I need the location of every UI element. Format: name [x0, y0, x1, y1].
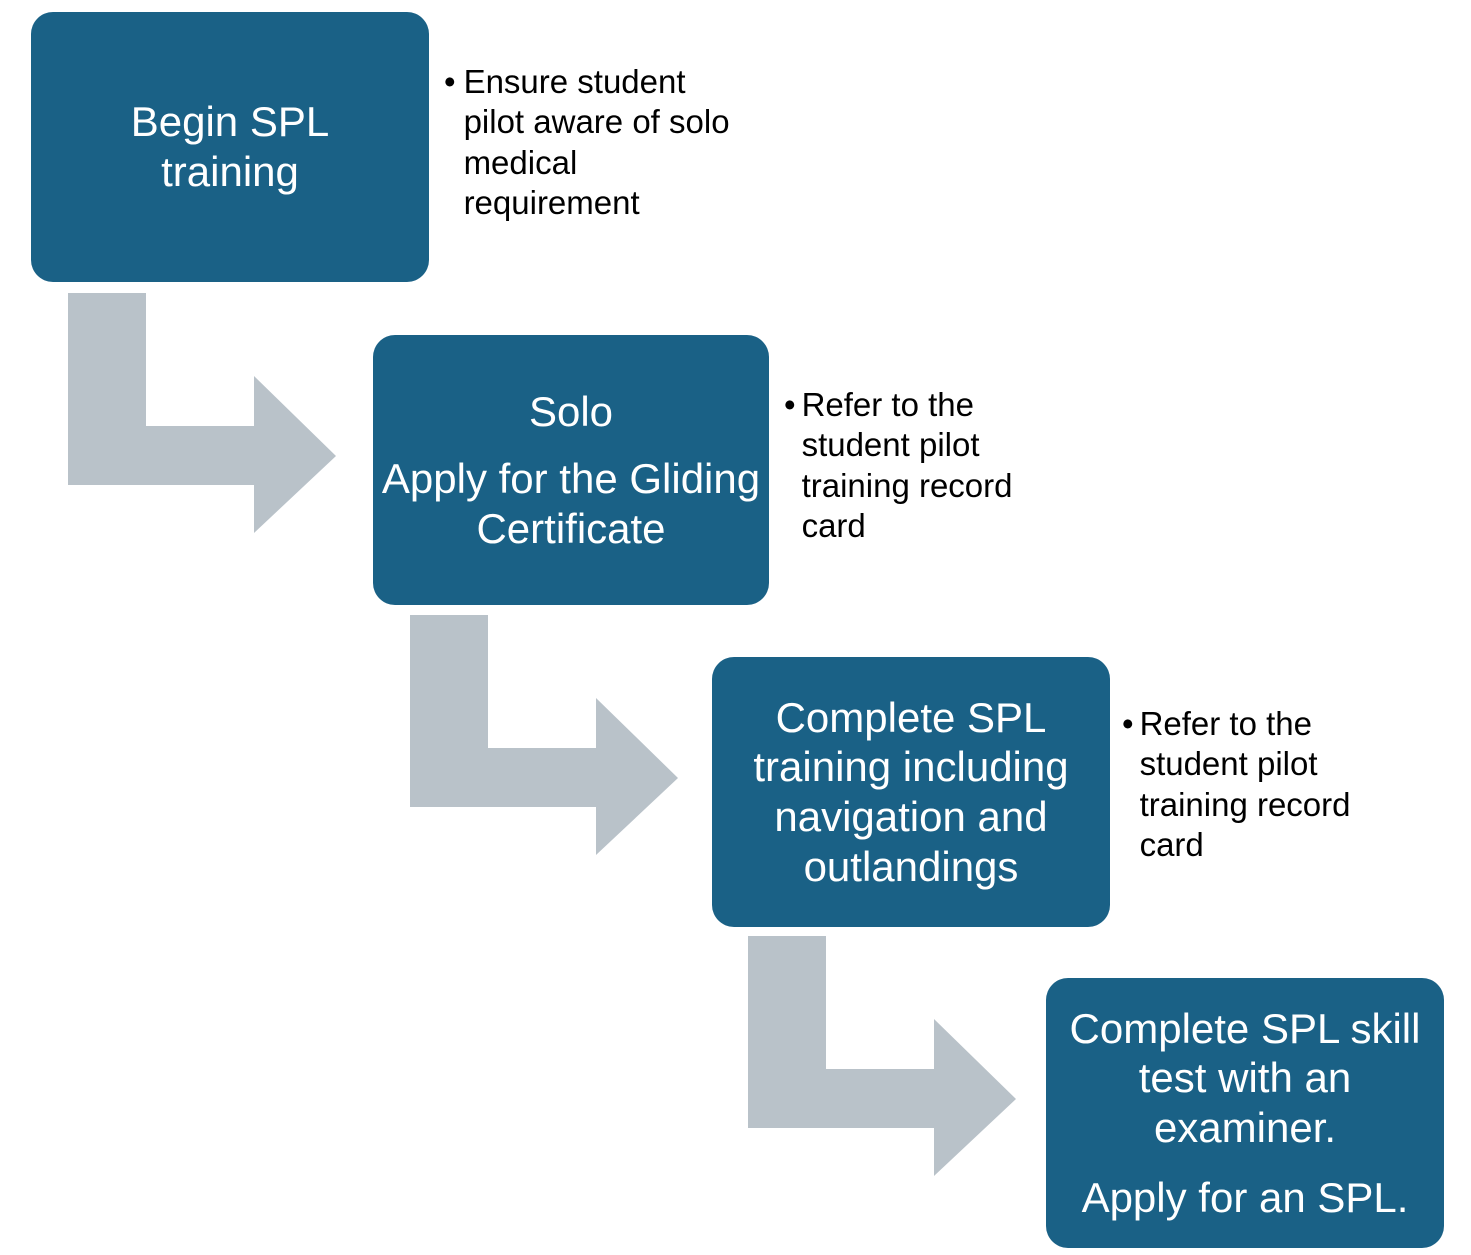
- bullet-icon: •: [1122, 705, 1134, 742]
- arrow-step-3-to-4-icon: [748, 936, 1018, 1176]
- process-node-solo-apply-gliding-certificate: [373, 335, 769, 605]
- note-medical-requirement: [444, 62, 744, 223]
- node-label-line: Solo: [528, 387, 614, 435]
- node-label-line: Complete SPL training including navigation and outlandings: [753, 693, 1069, 890]
- node-label-line: training: [161, 148, 299, 195]
- node-label-line: Begin SPL: [130, 98, 330, 146]
- process-node-begin-spl-training: [31, 12, 429, 282]
- bullet-icon: •: [784, 386, 796, 423]
- note-training-record-card-1: [784, 385, 1074, 546]
- process-node-complete-spl-training: [712, 657, 1110, 927]
- note-training-record-card-2: [1122, 704, 1422, 865]
- arrow-step-2-to-3-icon: [410, 615, 680, 855]
- node-label-line: Apply for an SPL.: [1081, 1173, 1409, 1221]
- arrow-step-1-to-2-icon: [68, 293, 338, 533]
- process-node-complete-spl-skill-test: [1046, 978, 1444, 1248]
- note-text: Refer to the student pilot training record card: [801, 386, 1013, 544]
- bullet-icon: •: [444, 63, 456, 100]
- note-text: Ensure student pilot aware of solo medical requirement: [463, 63, 730, 221]
- node-label-line: Apply for the Gliding Certificate: [381, 455, 761, 552]
- node-label-line: Complete SPL skill test with an examiner.: [1069, 1004, 1421, 1151]
- note-text: Refer to the student pilot training record card: [1139, 705, 1351, 863]
